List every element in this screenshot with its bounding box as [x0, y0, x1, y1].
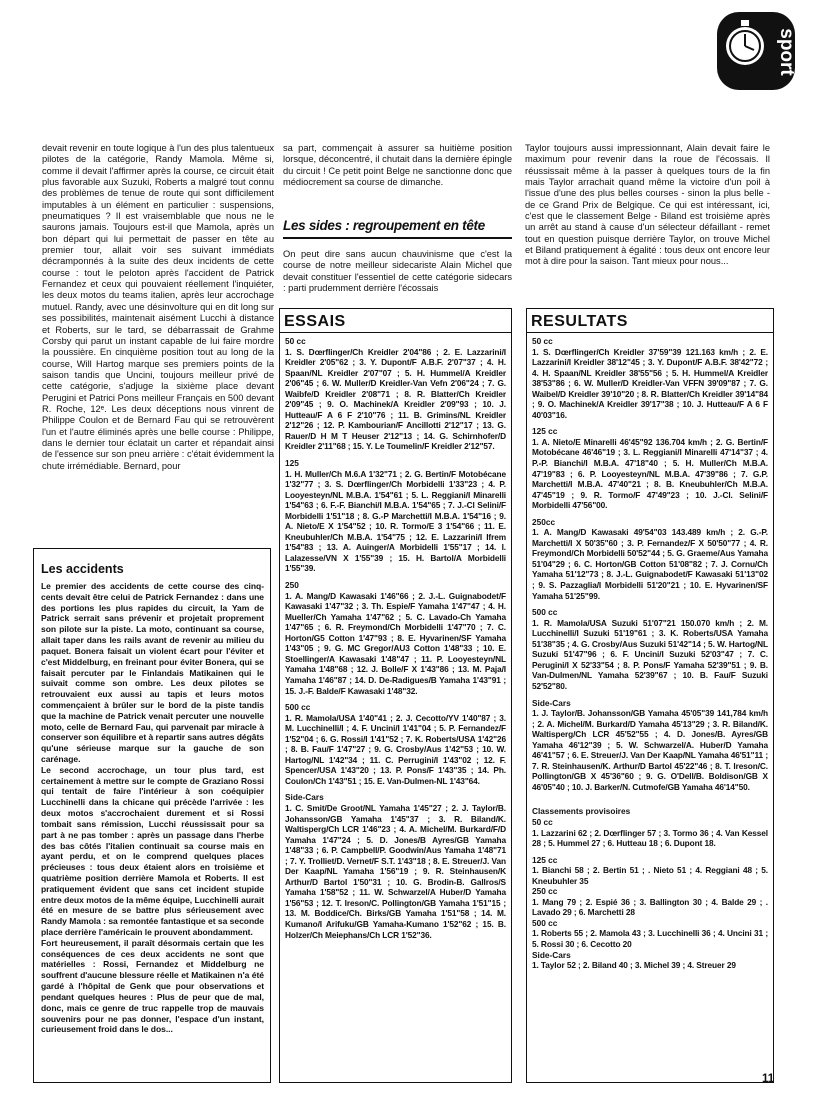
result-text: 1. J. Taylor/B. Johansson/GB Yamaha 45'05"39 141,784 km/h ; 2. A. Michel/M. Burkard/D Yamaha 45'13"29 ; 3. R. Biland/K. Waltisperg/Ch LCR 45'52"55 ; 4. D. Jones/B. Ayres/GB Yamaha 46'12"39 ; 5. W. Schwarzel/A. Huber/D Yamaha 46'41"57 ; 6. E. Streuer/J. Van Der Kaap/NL Yamaha 46'51"11 ; 7. R. Steinhausen/K. Arthur/D Bartol 45'22"46 ; 8. T. Ireson/C. Pollington/GB X 45'36"60 ; 9. G. O'Dell/B. Boldison/GB X 46'05"40 ; 10. J. Barker/N. Cutmofe/GB Yamaha 46'14"50. — [532, 708, 768, 792]
result-text: 1. A. Mang/D Kawasaki 1'46"66 ; 2. J.-L. Guignabodet/F Kawasaki 1'47"32 ; 3. Th. Espie/F Yamaha 1'47"47 ; 4. H. Mueller/Ch Yamaha 1'47"62 ; 5. C. Lavado-Ch Yamaha 1'47"65 ; 6. R. Freymond/Ch Morbidelli 1'47"70 ; 7. C. Horton/G5 Cotton 1'47"93 ; 8. E. Hyvarinen/SF Yamaha 1'43"05 ; 9. G. MC Gregor/AU3 Cotton 1'48"33 ; 10. E. Stoellinger/A Kawasaki 1'48"47 ; 11. P. Looyesteyn/NL Yamaha 1'48"68 ; 12. J. Bolle/F X 1'43"86 ; 13. M. Paja/I Yamaha 1'46"87 ; 14. D. De-Radigues/B Yamaha 1'43"91 ; 15. J.-F. Balde/F Kawasaki 1'48"32. — [285, 590, 506, 696]
essais-title: ESSAIS — [280, 311, 511, 333]
category-label: 50 cc — [532, 816, 553, 827]
sides-heading: Les sides : regroupement en tête — [283, 218, 485, 233]
category-label: Side-Cars — [285, 792, 324, 803]
sides-text-block — [283, 249, 512, 294]
resultats-title: RESULTATS — [527, 311, 773, 333]
category-label: 125 — [285, 458, 299, 469]
category-label: 125 cc — [532, 426, 558, 437]
accidents-paragraph: Le second accrochage, un tour plus tard, est certainement à mettre sur le compte de Graziano Rossi qui tentait de faire l'intérieur à son coéquipier Lucchinelli dans la chicane qui précède l'arrivée : les deux motos s'accrochaient durement et si Rossi tombait sans rémission, Lucchi réussissait pour sa part à ne pas tomber : après un passage dans l'herbe des bas côtés l'italien continuait sa course mais en ayant perdu, et on le comprend quelques places précieuses : tous deux étaient alors en troisième et quatrième position derrière Mamola et Roberts. Il est pratiquement évident que sans cet incident stupide entre deux motos de la même équipe, Lucchinelli aurait été en mesure de se battre plus sérieusement avec Randy Mamola : sa remontée fantastique et sa seconde place derrière l'américain le prouvent abondamment. — [41, 764, 264, 937]
standings-text: 1. Bianchi 58 ; 2. Bertin 51 ; . Nieto 51 ; 4. Reggiani 48 ; 5. Kneubuhler 35 — [532, 865, 768, 886]
category-label: 250 cc — [532, 886, 558, 897]
category-label: Side-Cars — [532, 697, 571, 708]
result-text: 1. R. Mamola/USA 1'40"41 ; 2. J. Cecotto/YV 1'40"87 ; 3. M. Lucchinelli/I ; 4. F. Uncini/I 1'41"04 ; 5. P. Fernandez/F 1'52"04 ; 6. G. Rossi/I 1'41"52 ; 7. K. Roberts/USA 1'42"26 ; 8. B. Fau/F 1'47"27 ; 9. G. Crosby/Aus 1'42"53 ; 10. W. Hartog/NL 1'42"34 ; 11. C. Perrugini/I 1'43"02 ; 12. F. Spencer/USA 1'43"20 ; 13. P. Pons/F 1'43"35 ; 14. Ph. Coulon/Ch 1'43"51 ; 15. E. Van-Dulmen-NL 1'43"64. — [285, 712, 506, 786]
page-number: 11 — [762, 1073, 775, 1085]
accidents-text — [41, 581, 264, 1035]
heading-rule — [283, 237, 512, 239]
category-label: 250cc — [532, 516, 556, 527]
article-text: Taylor toujours aussi impressionnant, Alain devait faire le maximum pour revenir dans la roue de l'écossais. Il réussissait même à la passer à quelques tours de la fin mais Taylor arrachait quand même la victoire d'un poil à l'issue d'une des plus belles courses - sinon la plus belle - de ce Grand Prix de Belgique. Ce qui est intéressant, ici, c'est que le classement Belge - Biland est troisième après un arrêt au stand à cause d'un sélecteur défaillant - remet tout en question puisque derrière Taylor, on trouve Michel et Biland pratiquement à égalité : tous deux ont encore leur mot à dire pour la saison. Tant mieux pour nous... — [525, 143, 770, 267]
accidents-box — [33, 548, 271, 1083]
result-text: 1. S. Dœrflinger/Ch Kreidler 2'04"86 ; 2. E. Lazzarini/I Kreidler 2'05"62 ; 3. Y. Dupont/F A.B.F. 2'07"37 ; 4. H. Spaan/NL Kreidler 2'07"07 ; 5. H. Hummel/A Kreidler 2'06"45 ; 6. W. Muller/D Kreidler-Van Vefn 2'06"24 ; 7. G. Waibfe/D Kreidler 2'08"71 ; 8. R. Blatter/Ch Kreidler 2'09"45 ; 9. O. Machinek/A Kreidler 2'09"93 ; 10. J. Hutteau/F A 6 F 2'10"76 ; 11. B. Grimins/NL Kreidler 2'12"26 ; 12. P. Kambourian/F Ancillotti 2'12"17 ; 13. G. Rauer/D H M T Heuser 2'12"13 ; 14. G. Schirnhofer/D Kreidler 2'11"68 ; 15. Y. Le Toumelin/F Kreidler 2'12"57. — [285, 346, 506, 452]
resultats-box — [526, 308, 774, 1083]
article-column-3 — [525, 143, 770, 268]
article-text: devait revenir en toute logique à l'un des plus talentueux pilotes de la catégorie, Randy Mamola. Même si, comme il devait l'affirmer après la course, ce circuit était plus favorable aux Suzuki, Roberts a malgré tout connu des problèmes de tenue de route qui sont difficilement imputables à un élément en particulier : suspensions, pneumatiques ? Il est vraisemblable que nous ne le saurons jamais. Toujours est-il que Mamola, après un bon départ qui lui permettait de passer en tête au premier tour, allait voir ses suivant immédiats décramponnés à la suite des deux incidents de cette course : tout le peloton après l'accident de Patrick Fernandez et ceux qui pouvaient réellement l'inquiéter, les deux motos du teams italien, après leur accrochage mutuel. Randy, avec une désinvolture qui en dit long sur ses possibilités, maintenait aisément Lucchi à distance et Roberts, sur le tard, se débarrassait de Grahme Corsby qui parut un instant capable de lui faire mordre la poussière. En cinquième position tout au long de la course, Will Hartog marque ses premiers points de la saison tandis que Uncini, toujours meilleur privé de cette catégorie, s'adjuge la sixième place devant Perugini et Patrici Pons meilleur Français en 500 devant R. Roche, 12ᵉ. Les deux déceptions nous vinrent de Philippe Coulon et de Bernard Fau qui se retrouvèrent l'un et l'autre éliminés après une belle course : Philippe, dans le dernier tour éclatait un carter et répandait ainsi de l'essence sur son pneu arrière : c'était évidemment la chute irrémédiable. Bernard, pour — [42, 143, 274, 471]
standings-title: Classements provisoires — [532, 806, 631, 817]
essais-list — [285, 336, 506, 940]
logo-text: sport — [776, 28, 797, 76]
category-label: 500 cc — [532, 607, 558, 618]
article-text: sa part, commençait à assurer sa huitième position lorsque, déconcentré, il chutait dans la dernière épingle du circuit ! Ce petit point Belge ne sanctionne donc que médiocrement sa course de dimanche. — [283, 143, 512, 188]
category-label: 500 cc — [532, 917, 558, 928]
standings-text: 1. Mang 79 ; 2. Espié 36 ; 3. Ballington 30 ; 4. Balde 29 ; . Lavado 29 ; 6. Marchetti 28 — [532, 896, 768, 918]
category-label: 50 cc — [532, 336, 553, 346]
resultats-list — [532, 336, 768, 971]
result-text: 1. S. Dœrflinger/Ch Kreidler 37'59"39 121.163 km/h ; 2. E. Lazzarini/I Kreidler 38'12"45 ; 3. Y. Dupont/F A.B.F. 38'42"72 ; 4. H. Spaan/NL Kreidler 38'55"56 ; 5. H. Hummel/A Kreidler 38'53"86 ; 6. W. Muller/D Kreidler-Van VFFN 39'09"87 ; 7. G. Waibel/D Kreidler 39'10"20 ; 8. R. Blatter/Ch Kreidler 39'14"84 ; 9. O. Machinek/A Kreidler 39'17"38 ; 10. J. Hutteau/F A 6 F 40'03"16. — [532, 346, 768, 420]
result-text: 1. A. Nieto/E Minarelli 46'45"92 136.704 km/h ; 2. G. Bertin/F Motobécane 46'46"19 ; 3. L. Reggiani/I Minarelli 47'14"37 ; 4. P.-P. Bianchi/I M.B.A. 47'18"40 ; 5. H. Muller/Ch M.B.A. 47'19"83 ; 6. P. Looyesteyn/NL M.B.A. 47'39"86 ; 7. G.P. Marchetti/I M.B.A. 47'40"21 ; 8. B. Kneubuhler/Ch M.B.A. 47'45"19 ; 9. R. Tormo/F 47'49"23 ; 10. J.-Cl. Selini/F Morbidelli 47'56"00. — [532, 436, 768, 511]
category-label: Side-Cars — [532, 949, 571, 960]
accidents-paragraph: Le premier des accidents de cette course des cinq-cents devait être celui de Patrick Fernandez : dans une des portions les plus rapides du circuit, la Yam de Patrick serrait sans prévenir et projetait proprement son pilote sur la piste. La moto, continuant sa course, allait taper dans les rails avant de revenir au milieu du paquet. Bonera faisait un violent écart pour l'éviter et c'est Middelburg, en freinant pour éviter Bonera, qui se faisait percuter par le Finlandais Matikainen qui le suivait comme son ombre. Les deux pilotes se retrouvaient eux aussi au tapis et leurs motos commençaient à brûler sur le bord de la piste tandis que la machine de Patrick venait percuter une nouvelle moto, celle de Bernard Fau, qui parvenait par miracle à conserver son équilibre et à repartir sans autres dégâts qu'une sérieuse marque sur la gauche de son carénage. — [41, 581, 264, 764]
essais-box — [279, 308, 512, 1083]
standings-text: 1. Taylor 52 ; 2. Biland 40 ; 3. Michel 39 ; 4. Streuer 29 — [532, 960, 736, 971]
article-column-2 — [283, 143, 512, 188]
category-label: 500 cc — [285, 702, 311, 713]
accidents-paragraph: Fort heureusement, il paraît désormais certain que les conséquences de ces deux accidents ne sont que matérielles : Rossi, Fernandez et Middelburg ne souffrent d'aucune blessure réelle et Matikainen n'a été gardé à l'hôpital de Genk que pour observations et pendant quelques heures : Plus de peur que de mal, donc, mais ce genre de truc rappelle trop de mauvais souvenirs pour ne pas donner, l'espace d'un instant, curieusement froid dans le dos... — [41, 937, 264, 1035]
standings-text: 1. Roberts 55 ; 2. Mamola 43 ; 3. Lucchinelli 36 ; 4. Uncini 31 ; 5. Rossi 30 ; 6. Cecotto 20 — [532, 928, 768, 949]
result-text: 1. A. Mang/D Kawasaki 49'54"03 143.489 km/h ; 2. G.-P. Marchetti/I X 50'35"60 ; 3. P. Fernandez/F X 50'50"77 ; 4. R. Freymond/Ch Morbidelli 50'52"44 ; 5. G. Graeme/Aus Yamaha 51'04"29 ; 6. C. Horton/GB Cotton 51'08"82 ; 7. J. Cornu/Ch Yamaha 51'12"73 ; 8. J.-L. Guignabodet/F Kawasaki 51'13"02 ; 9. S. Pazzaglia/I Morbidelli 51'20"21 ; 10. E. Hyvarinen/SF Yamaha 51'25"99. — [532, 527, 768, 601]
result-text: 1. H. Muller/Ch M.6.A 1'32"71 ; 2. G. Bertin/F Motobécane 1'32"77 ; 3. S. Dœrflinger/Ch Morbidelli 1'33"23 ; 4. P. Looyesteyn/NL M.B.A. 1'54"61 ; 5. L. Reggiani/I Minarelli 1'54"63 ; 6. F.-F. Bianchi/I M.B.A. 1'54"65 ; 7. J.-Cl Selini/F Morbidelli 1'51"18 ; 8. G.-P Marchetti/I M.B.A. 1'54"16 ; 9. A. Nieto/E X 1'54"52 ; 10. R. Tormo/E 3 1'54"66 ; 11. E. Kneubuhler/Ch M.B.A. 1'54"75 ; 12. E. Lazzarini/I Ifrem 1'54"83 ; 13. A. Auinger/A Morbidelli 1'55"17 ; 14. I. Lalazesse/VN X 1'55"39 ; 15. H. Bartol/A Morbidelli 1'55"39. — [285, 468, 506, 574]
accidents-title: Les accidents — [41, 562, 124, 576]
category-label: 125 cc — [532, 854, 558, 865]
result-text: 1. C. Smit/De Groot/NL Yamaha 1'45"27 ; 2. J. Taylor/B. Johansson/GB Yamaha 1'45"37 ; 3. R. Biland/K. Waltisperg/Ch LCR 1'46"23 ; 4. A. Michel/M. Burkard/F/D Yamaha 1'47"24 ; 5. D. Jones/B Ayres/GB Yamaha 1'48"33 ; 6. P. Campbell/P. Goodwin/Aus Yamaha 1'48"71 ; 7. Y. Trolliet/D. Vernet/F S.T. 1'43"18 ; 8. E. Streuer/J. Van Der Kaap/NL Yamaha 1'56"19 ; 9. R. Steinhausen/K Arthur/D Bartol 1'50"31 ; 10. G. Brodin-B. Gallros/S Yamaha 1'58"52 ; 11. W. Schwarzel/A Huber/D Yamaha 1'56"53 ; 12. T. Ireson/C. Pollington/GB Yamaha 1'51"15 ; 13. M. Boddice/Ch. Birks/GB Yamaha 1'51"58 ; 14. M. Kumano/I Arifuku/GB Yamaha-Kumano 1'52"62 ; 15. B. Holzer/Ch Meiephans/Ch LCR 1'52"36. — [285, 802, 506, 940]
result-text: 1. R. Mamola/USA Suzuki 51'07"21 150.070 km/h ; 2. M. Lucchinelli/I Suzuki 51'19"61 ; 3. K. Roberts/USA Yamaha 51'38"35 ; 4. G. Crosby/Aus Suzuki 51'42"14 ; 5. W. Hartog/NL Suzuki 51'47"96 ; 6. F. Uncini/I Suzuki 52'03"47 ; 7. C. Perugini/I X 52'33"54 ; 8. P. Pons/F Yamaha 52'39"51 ; 9. B. Van-Dulmen/NL Yamaha 52'39"67 ; 10. B. Fau/F Suzuki 52'52"80. — [532, 617, 768, 691]
category-label: 50 cc — [285, 336, 306, 346]
sport-logo — [715, 10, 797, 92]
article-column-1 — [42, 143, 274, 472]
standings-text: 1. Lazzarini 62 ; 2. Dœrflinger 57 ; 3. Tormo 36 ; 4. Van Kessel 28 ; 5. Hummel 27 ; 6. Hutteau 18 ; 6. Dupont 18. — [532, 827, 768, 849]
sides-text: On peut dire sans aucun chauvinisme que c'est la course de notre meilleur sidecariste Alain Michel que devait constituer l'essentiel de cette catégorie sidecars : parti prudemment derrière l'écossais — [283, 249, 512, 294]
category-label: 250 — [285, 580, 299, 591]
